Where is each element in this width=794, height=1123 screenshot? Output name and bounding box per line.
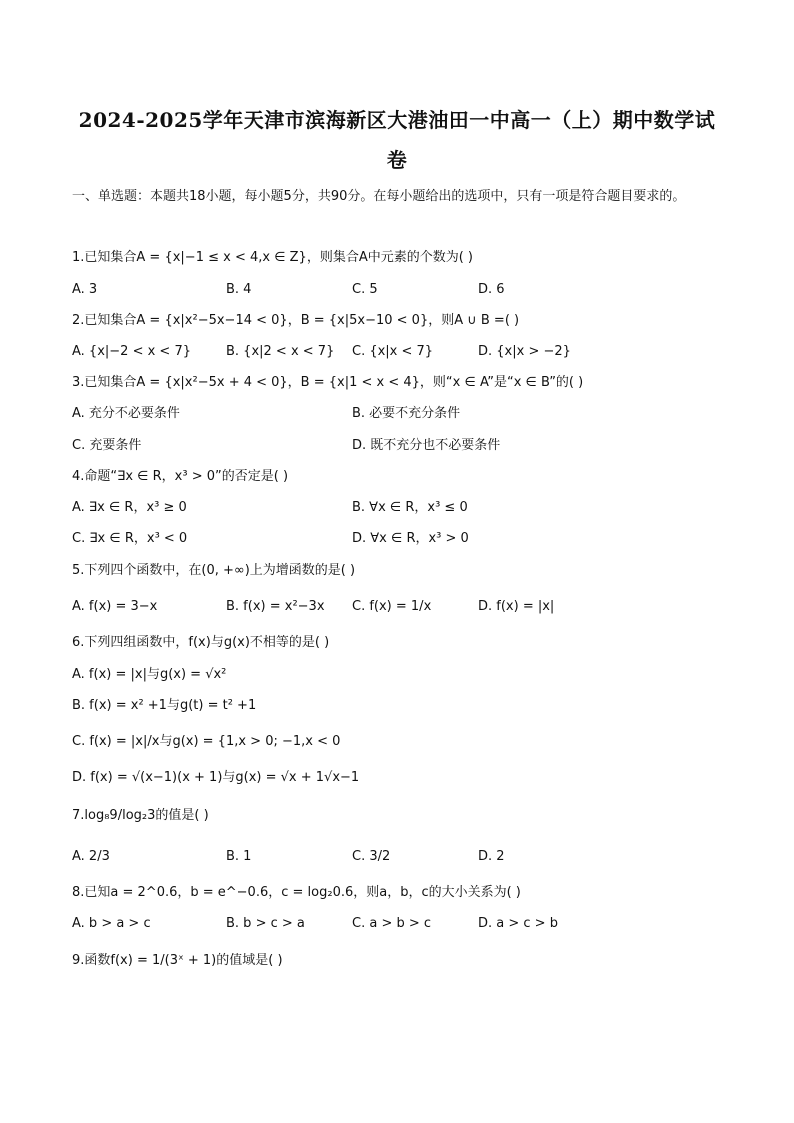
question-9-stem: 9.函数f(x) = 1/(3ˣ + 1)的值域是( ) <box>72 953 283 968</box>
q1-option-a: A. 3 <box>72 282 98 297</box>
q7-option-a: A. 2/3 <box>72 849 110 864</box>
q2-option-b: B. {x|2 < x < 7} <box>226 344 335 359</box>
question-1-stem: 1.已知集合A = {x|−1 ≤ x < 4,x ∈ Z}，则集合A中元素的个数为( ) <box>72 250 474 265</box>
q3-option-c: C. 充要条件 <box>72 438 142 453</box>
q6-option-a: A. f(x) = |x|与g(x) = √x² <box>72 667 227 682</box>
q5-option-d: D. f(x) = |x| <box>478 599 555 614</box>
question-7-stem: 7.log₈9/log₂3的值是( ) <box>72 808 209 823</box>
section-heading: 一、单选题：本题共18小题，每小题5分，共90分。在每小题给出的选项中，只有一项是符合题目要求的。 <box>72 189 686 204</box>
q6-option-d: D. f(x) = √(x−1)(x + 1)与g(x) = √x + 1√x−1 <box>72 770 360 785</box>
q1-option-c: C. 5 <box>352 282 378 297</box>
question-8-stem: 8.已知a = 2^0.6，b = e^−0.6，c = log₂0.6，则a，b，c的大小关系为( ) <box>72 885 521 900</box>
q8-option-d: D. a > c > b <box>478 916 558 931</box>
question-2-stem: 2.已知集合A = {x|x²−5x−14 < 0}，B = {x|5x−10 < 0}，则A ∪ B =( ) <box>72 313 520 328</box>
title-line-2: 卷 <box>386 148 408 172</box>
q2-option-a: A. {x|−2 < x < 7} <box>72 344 191 359</box>
q5-option-c: C. f(x) = 1/x <box>352 599 432 614</box>
q4-option-c: C. ∃x ∈ R，x³ < 0 <box>72 531 188 546</box>
q4-option-d: D. ∀x ∈ R，x³ > 0 <box>352 531 469 546</box>
q5-option-b: B. f(x) = x²−3x <box>226 599 325 614</box>
question-5-stem: 5.下列四个函数中，在(0, +∞)上为增函数的是( ) <box>72 563 356 578</box>
exam-title <box>60 100 734 180</box>
q4-option-b: B. ∀x ∈ R，x³ ≤ 0 <box>352 500 468 515</box>
q6-option-b: B. f(x) = x² +1与g(t) = t² +1 <box>72 698 257 713</box>
q1-option-b: B. 4 <box>226 282 252 297</box>
q8-option-c: C. a > b > c <box>352 916 432 931</box>
q1-option-d: D. 6 <box>478 282 505 297</box>
title-line-1: 2024-2025学年天津市滨海新区大港油田一中高一（上）期中数学试 <box>78 108 716 132</box>
q2-option-d: D. {x|x > −2} <box>478 344 571 359</box>
q8-option-b: B. b > c > a <box>226 916 305 931</box>
q7-option-d: D. 2 <box>478 849 505 864</box>
question-4-stem: 4.命题“∃x ∈ R，x³ > 0”的否定是( ) <box>72 469 289 484</box>
q2-option-c: C. {x|x < 7} <box>352 344 434 359</box>
q3-option-b: B. 必要不充分条件 <box>352 406 461 421</box>
q3-option-d: D. 既不充分也不必要条件 <box>352 438 501 453</box>
q4-option-a: A. ∃x ∈ R，x³ ≥ 0 <box>72 500 187 515</box>
question-6-stem: 6.下列四组函数中，f(x)与g(x)不相等的是( ) <box>72 635 330 650</box>
question-3-stem: 3.已知集合A = {x|x²−5x + 4 < 0}，B = {x|1 < x < 4}，则“x ∈ A”是“x ∈ B”的( ) <box>72 375 584 390</box>
q8-option-a: A. b > a > c <box>72 916 151 931</box>
q3-option-a: A. 充分不必要条件 <box>72 406 180 421</box>
q7-option-b: B. 1 <box>226 849 252 864</box>
q6-option-c: C. f(x) = |x|/x与g(x) = {1,x > 0; −1,x < 0 <box>72 734 341 749</box>
q7-option-c: C. 3/2 <box>352 849 391 864</box>
q5-option-a: A. f(x) = 3−x <box>72 599 158 614</box>
